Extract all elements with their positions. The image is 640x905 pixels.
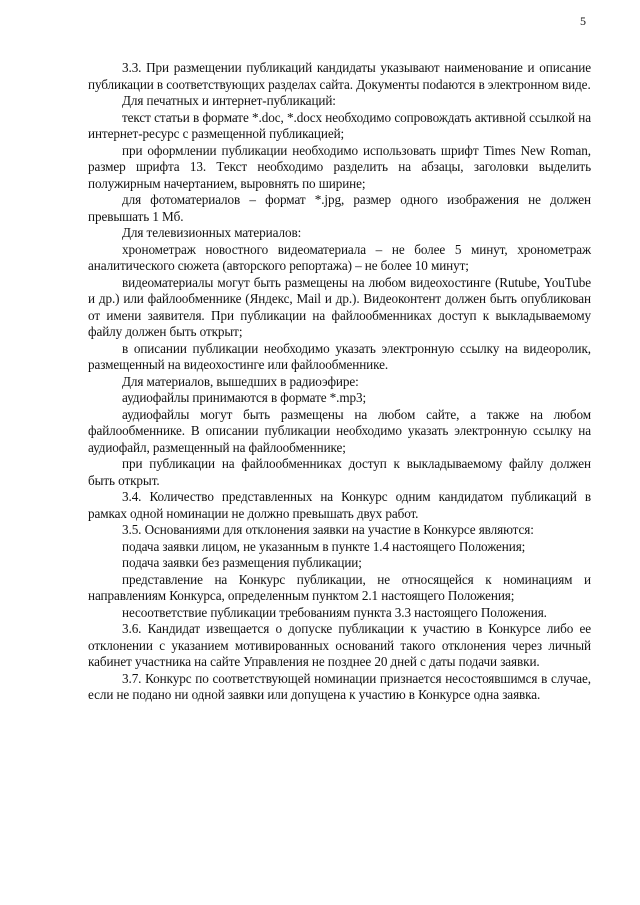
paragraph-tv-link: в описании публикации необходимо указать электронную ссылку на видеоролик, размещенный на видеохостинге или файлообменнике.: [88, 340, 591, 372]
paragraph-3-3: 3.3. При размещении публикаций кандидаты указывают наименование и описание публикации в соответствующих разделах сайта. Документы поdаются в электронном виде.: [88, 60, 591, 92]
paragraph-print-heading: Для печатных и интернет-публикаций:: [122, 93, 336, 108]
paragraph-3-4: 3.4. Количество представленных на Конкурс одним кандидатом публикаций в рамках одной номинации не должно превышать двух работ.: [88, 489, 591, 521]
paragraph-3-6: 3.6. Кандидат извещается о допуске публикации к участию в Конкурсе либо ее отклонении с указанием мотивированных оснований такого отклонения через личный кабинет участника на сайте Управления не позднее 20 дней с даты подачи заявки.: [88, 621, 591, 669]
paragraph-reject-reason-4: несоответствие публикации требованиям пункта 3.3 настоящего Положения.: [122, 604, 547, 620]
paragraph-reject-reason-1: подача заявки лицом, не указанным в пункте 1.4 настоящего Положения;: [122, 538, 526, 554]
paragraph-reject-reason-2: подача заявки без размещения публикации;: [122, 555, 362, 570]
page-number: 5: [580, 14, 586, 28]
paragraph-print-font-rules: при оформлении публикации необходимо использовать шрифт Times New Roman, размер шрифта 13. Текст необходимо разделить на абзацы, заголовки выделить полужирным начертанием, выровнять по ширине;: [88, 142, 591, 191]
document-body: [88, 60, 591, 704]
paragraph-radio-heading: Для материалов, вышедших в радиоэфире:: [122, 373, 359, 389]
paragraph-3-5: 3.5. Основаниями для отклонения заявки на участие в Конкурсе являются:: [122, 522, 534, 537]
paragraph-tv-duration: хронометраж новостного видеоматериала – не более 5 минут, хронометраж аналитического сюжета (авторского репортажа) – не более 10 минут;: [88, 241, 591, 273]
paragraph-print-doc-format: текст статьи в формате *.doc, *.docx необходимо сопровождать активной ссылкой на интернет-ресурс с размещенной публикацией;: [88, 109, 591, 141]
paragraph-reject-reason-3: представление на Конкурс публикации, не относящейся к номинациям и направлениям Конкурса, определенным пунктом 2.1 настоящего Положения;: [88, 571, 591, 603]
paragraph-tv-heading: Для телевизионных материалов:: [122, 225, 302, 240]
paragraph-tv-hosting: видеоматериалы могут быть размещены на любом видеохостинге (Rutube, YouTube и др.) или файлообменнике (Яндекс, Mail и др.). Видеоконтент должен быть опубликован от имени заявителя. При публикации на файлообменниках доступ к выкладываемому файлу должен быть открыт;: [88, 274, 591, 339]
paragraph-radio-format: аудиофайлы принимаются в формате *.mp3;: [122, 390, 367, 405]
paragraph-radio-hosting: аудиофайлы могут быть размещены на любом сайте, а также на любом файлообменнике. В описании публикации необходимо указать электронную ссылку на аудиофайл, размещенный на файлообменнике;: [88, 406, 591, 455]
paragraph-photo-format: для фотоматериалов – формат *.jpg, размер одного изображения не должен превышать 1 Мб.: [88, 192, 591, 224]
paragraph-radio-access: при публикации на файлообменниках доступ к выкладываемому файлу должен быть открыт.: [88, 456, 591, 488]
paragraph-3-7: 3.7. Конкурс по соответствующей номинации признается несостоявшимся в случае, если не подано ни одной заявки или допущена к участию в Конкурсе одна заявка.: [88, 670, 591, 702]
